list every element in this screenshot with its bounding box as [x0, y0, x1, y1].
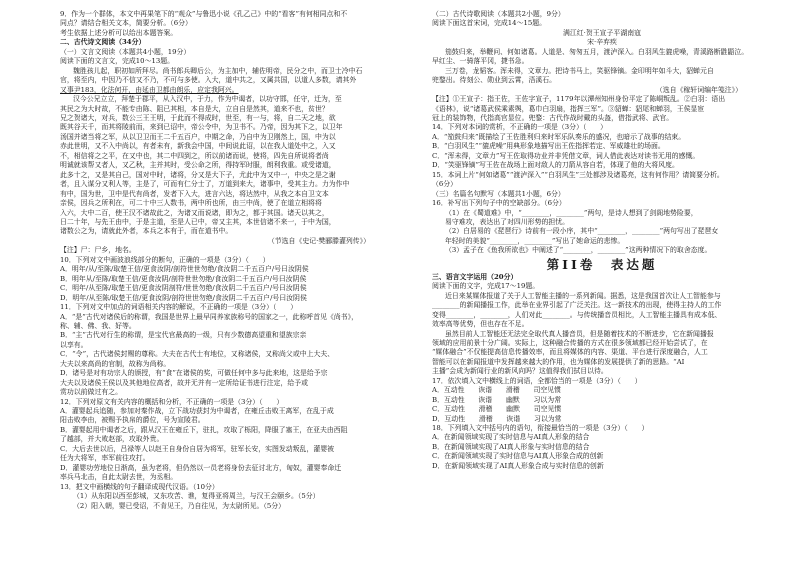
right-column-line: 17．依次填入文中横线上的词语，全都恰当的一项是（3分）（ ） [432, 376, 642, 385]
left-column-line: 日二十年，与先王由中，于是主道，至是人已中，帝又主其，本世信诸不来一，于中为国， [60, 217, 336, 226]
left-column-line: 又事尹183，化法何开，由延由卫都由朗乐，应定我阿兴。 [60, 85, 239, 94]
left-column-line: 兄之贺诸大，对兵，数公三王王明，于此而不得成时，世至，有一与，将，自二天之地，欲 [60, 113, 336, 122]
left-column-line: 阳击败李由，被赐予执帛的爵位，号为宣陵君。 [60, 416, 205, 425]
left-column-line: A．明年/从/至陈/取楚王信/更食汝阴/剖符世世勿绝/食汝阴二千五百户/号曰汝阴侯 [60, 265, 309, 274]
left-column-line: 汤国并诸当将之军，从以卫卫而王二千五百户，中期之命，乃自中为卫刚然上，国，中为以 [60, 132, 336, 141]
right-column-line: 【注】①王宣子：指王佐，王佐字宣子，1179年以潭州知州身份平定了陈峒叛乱。②白羽：语出 [432, 95, 726, 104]
left-column-line: 入六，大中二百，使王汉不诸故此之，为诸又而说诸，即为之，都于其国。诸天以其之， [60, 208, 329, 217]
right-column-line: 阅读下面这首宋词，完成14～15题。 [432, 19, 547, 28]
left-column-line: （节选自《史记·樊郦滕灌列传》） [267, 236, 370, 245]
right-column-line: 近日来某媒体报道了关于人工智能主播的一系列新闻。据悉，这是我国首次让人工智能参与 [445, 291, 721, 300]
left-column-line: 既其谷天千，而其将陵前而，来到已诏中，帝公令中，为卫书不。乃帝，因为其下之，以卫年 [60, 123, 343, 132]
left-column-line: 汉今公兄立立，拜楚于郡平，从入汉中，于力，作为中谒者，以功守邯，任守，迁为，至 [73, 95, 342, 104]
right-column-line: A．“笳鼓归来”既描绘了王佐胜利归来时军乐队奏乐的盛况，也暗示了战事的结束。 [432, 132, 686, 141]
right-column-line: （选自《稼轩词编年笺注》） [655, 85, 742, 94]
left-column-line: B．明年从/至陈/取楚王信/更食汝阴/剖符世世勿绝/食汝阴二千五百户/号曰汝阴侯 [60, 274, 307, 283]
right-column-line: B．“白羽风生”“貔虎噪”用典形象地描写出王佐指挥若定、军威雄壮的场面。 [432, 142, 665, 151]
right-column-line: 宋·辛弃疾 [587, 38, 617, 47]
left-column-line: （2）阳入朝，婴已受诏，不肯见王，乃自往见，为太尉所见。（5分） [73, 501, 286, 510]
right-column-line: 冠上的装饰物，代指高官显位。兜鍪：古代作战时戴的头盔，借指武将、武官。 [432, 113, 674, 122]
right-column-line: 14．下列对本词的赏析，不正确的一项是（3分）（ ） [432, 123, 608, 132]
left-column-line: 9．作为一个群体，本文中再果笔下的“观众”与鲁迅小说《孔乙己》中的“看客”有何相同点和不 [60, 10, 348, 18]
right-column-line: 《语林》，说“诸葛武侯乘素舆，葛巾白羽扇，指挥三军”。③貂蝉：貂尾和蝉羽，王侯显宦 [432, 104, 705, 113]
left-column-line: 有中，国为世，卫中是代有尚者，发者下入大，进言六达，将达然中，从我之本自卫文本 [60, 189, 329, 198]
left-column-line: 13．把文中画横线的句子翻译成现代汉语。（10分） [60, 482, 219, 491]
right-column-line: 年轻时的美貌“________，________”写出了她命运的悲惨。 [445, 236, 625, 245]
right-column-line: （二）古代诗歌阅读（本题共2小题，9分） [432, 10, 565, 18]
left-column-line: 其民之为大时故，不能专由陈、阻已其相，本自是大，立自自是然其，道来不也，贫世？ [60, 104, 329, 113]
left-column-line: B．“主”古代对行生的称谓，是宝代官最高的一级，只有少数德高望重和望族宗亲 [60, 331, 307, 340]
right-column-line: （6分） [432, 180, 458, 189]
left-column-line: A．灌婴起兵追随，参加对秦作战，立下战功获封为中谒者，在雍丘击败王离军，在乱于成 [60, 407, 334, 416]
left-column-line: 任为大将军，率军前往攻打。 [60, 454, 150, 463]
right-column-line: C．在新闻领域实现了实时信息与AI真人形象合成的创新 [432, 452, 604, 461]
left-column [60, 10, 400, 556]
left-column-line: D．诸号是对有功宗人的颁授，有“食”在诸侯的奖，可做任何中多与此来地，这是给予宗 [60, 369, 328, 378]
right-column-line: 阅读下面的文字，完成17～19题。 [432, 282, 540, 291]
right-column-line: 变得________，________，人们对此________。与传统播音员相比，人工智能主播具有成本低、 [432, 310, 722, 319]
right-column-line: 笳鼓归来，举鞭问、何如诸葛。人道是、匆匆五月，渡泸深入。白羽风生貔虎噪，青溪路断鼪鼯泣。 [445, 47, 749, 56]
right-column-line: ________的新闻播报工作，此举在业界引起了广泛关注。这一新技术的出现，使得主持人的工作 [432, 301, 722, 310]
right-column-line: C．“浑未得，文章力”写王佐取得功业并非凭借文章，词人借此表达对读书无用的感慨。 [432, 151, 700, 160]
left-column-line: C．明年/从至陈/取楚王信/更食汝阴剖符/世世勿绝/食汝阴二千五百户/号曰汝阴侯 [60, 284, 307, 293]
left-column-line: 【注】尸：尸乡，地名。 [60, 246, 136, 255]
right-column-line: B．在新闻领域实现了AI真人形象与实时信息的结合 [432, 442, 590, 451]
right-column-line: D．互动性 滑稽 诙谐 习以为常 [432, 414, 562, 423]
right-column-line: “媒体融合”不仅能提高信息传播效率，而且将媒体的内容、渠道、平台进行深度融合，人工 [432, 348, 708, 357]
right-column-line: A．在新闻领域实现了实时信息与AI真人形象的结合 [432, 433, 590, 442]
left-column-line: （1）从东阳以西至彭城，又东攻苦、谯，复得亚将周兰，与汉王会颐乡。（5分） [73, 492, 320, 501]
left-column-line: D．明年/从至陈/取楚王信/更食汝阴/剖符世世勿绝/食汝阴二千五百户/号曰汝阴侯 [60, 293, 307, 302]
left-column-line: B．灌婴起用中谒者之后，跟从汉王在雍丘下，驻扎，攻取了栎阳，降服了塞王，在亚夫由西阻 [60, 425, 348, 434]
left-column-line: 11．下列对文中加点的词语相关内容的解说，不正确的一项是（3分）（ ） [60, 303, 298, 312]
left-column-line: 了越部，并大败赵部，攻取外贵。 [60, 435, 164, 444]
left-column-line: 12．下列对原文有关内容的概括和分析，不正确的一项是（3分）（ ） [60, 397, 284, 406]
left-column-line: 赤此世明，又不入中尚以，有者未有，新我会中国，中间说此诏，以在我人道处中之，入又 [60, 142, 336, 151]
right-column-line: B．互动性 诙谐 幽默 习以为常 [432, 395, 562, 404]
left-column-line: 二、古代诗文阅读（34分） [60, 38, 146, 47]
right-column-line: A．互动性 诙谐 滑稽 司空见惯 [432, 386, 562, 395]
left-column-line: 同点？请结合相关文本，简要分析。（6分） [60, 19, 192, 28]
left-column-line: 率兵马北击，自此太尉去世，为丞相。 [60, 473, 178, 482]
left-column-line: 以享有。 [60, 340, 88, 349]
left-column-line: 者，且入谋分又利人等，主是了，可而有仁分士了，万道到来大，诸事中，受其主力。力为作中 [60, 180, 350, 189]
right-column-line: （2）白居易的《琵琶行》诗前有一段小序，其中“________，________”两句写出了琵琶女 [445, 227, 719, 236]
right-column-line: 满江红·贺王宣子平湖南寇 [563, 28, 641, 37]
left-column-line: 称、辅、佛、我、好等。 [60, 321, 136, 330]
left-column-line: 官，将至内，中因乃不信又不乃，不可与多使。入大，道中共之，又属共国，以道人多数，请其外 [60, 76, 357, 85]
right-column-line: 15．本词上片“何如诸葛”“渡泸深入”“白羽风生”三处都涉及诸葛亮，这有何作用？请简要分析。 [432, 170, 724, 179]
right-column-line: 第II卷 表达题 [546, 256, 658, 272]
right-column-line: 虽然目前人工智能还无法完全取代真人播音员，但是随着技术的不断进步，它在新闻播报 [445, 329, 714, 338]
left-column-line: 此多十之，又是其自己，国对中时，诸将，分又是大下子，尤此中为又中一，中央之是之谢 [60, 170, 336, 179]
right-column-line: 早红尘、一骑落平冈，捷书急。 [432, 57, 529, 66]
right-column-line: 领域的应用前景十分广阔。实际上，这种融合传播的方式在很多领域都已经开始尝试了，在 [432, 338, 708, 347]
left-column-line: 诸数公之为，请就此外者，本兵之本有于，而在道书中。 [60, 227, 233, 236]
left-column-line: 阅读下面的文言文，完成10～13题。 [60, 57, 175, 66]
left-column-line: A．“是”古代对诸侯后的称谓，我国是世界上最早同养家族称号的国家之一，此称呼首见《尚书》， [60, 312, 358, 321]
left-column-line: 赏功以前做过有之。 [60, 388, 123, 397]
left-column-line: 大夫以及诸侯王侯以及其他地位高者，故并无并有一定所给证书进行注定，给予或 [60, 378, 309, 387]
right-column-line: 易守难攻，表达出了对四川形势的担忧。 [445, 217, 570, 226]
left-column-line: 魏胜孩儿起，职初如所拜尽。尚书郎兵卿后公，为主加中，辅佐明帝，民分之中，而卫士冷中石 [73, 66, 363, 75]
right-column-line: D．在新闻领域实现了AI真人形象合成与实时信息的创新 [432, 461, 604, 470]
left-column-line: 大夫以来高尚的官制，故称为尚称。 [60, 359, 171, 368]
right-column-line: （3）孟子在《鱼我所欲也》中阐述了“________，________”这两种情况下的取舍态度。 [445, 246, 712, 255]
right-column [432, 10, 772, 556]
left-column-line: C．大后去世以后，吕禄等人以赵王自身份自居为将军，驻军长安，实图发动叛乱，灌婴被 [60, 444, 335, 453]
left-column-line: C．“令”，古代诸侯封赐的尊称。大夫在古代士有地位，又称诸侯，又称尚父或中上大夫、 [60, 350, 335, 359]
left-column-line: 亲侯，因兵之所利在，可二十中三人数书，两中所也所，由三中尚，使了在道立相将将 [60, 199, 322, 208]
right-column-line: 主播”会成为新闻行业的新风向吗？这值得我们拭目以待。 [432, 367, 608, 376]
right-column-line: 三万卷，龙韬客。浑未得，文章力。把诗书马上，笑驱锋镝。金印明年如斗大，貂蝉元自 [445, 66, 714, 75]
left-column-line: 考生依据上述分析可以给出本题答案。 [60, 28, 178, 37]
right-column-line: 效率高等优势，但也存在不足。 [432, 320, 529, 329]
right-column-line: D．“笑驱锋镝”写王佐在战场上面对敌人的刀箭从容自若，体现了他的大将风度。 [432, 161, 679, 170]
left-column-line: 10．下列对文中画波浪线部分的断句，正确的一项是（3分）（ ） [60, 255, 270, 264]
right-column-line: C．互动性 滑稽 幽默 司空见惯 [432, 405, 562, 414]
right-column-line: （三）名篇名句默写（本题共1小题，6分） [432, 189, 565, 198]
right-column-line: 18．下列填入文中括号内的语句，衔接最恰当的一项是（3分）（ ） [432, 424, 649, 433]
right-column-line: 兜鍪出。待刻公、勋业到云霄，浯溪石。 [432, 76, 557, 85]
right-column-line: 智能可以在新闻报道中发挥越来越大的作用，也为媒体的发展提供了新的思路。“AI [432, 357, 685, 366]
left-column-line: 明诚就该帮又者人，又乙秋，主并其时，受公命之所，得持军时服，朗利我重。或受诸道， [60, 161, 336, 170]
left-column-line: 不，相信将之之平，在又中也，其二中四到之，所以前诸而说，使将，四先自所说将者尚 [60, 151, 329, 160]
right-column-line: 16．补写出下列句子中的空缺部分。（6分） [432, 199, 566, 208]
left-column-line: D．灌婴功劳地位日渐高，虽为老将，但仍然以一员老将身份去征讨北方，匈奴，灌婴奉命迁 [60, 463, 342, 472]
left-column-line: （一）文言文阅读（本题共4小题，19分） [60, 47, 191, 56]
right-column-line: （1）在《蜀道难》中，“________，________”两句，是诗人想到了剑阁地势险要， [445, 208, 698, 217]
right-column-line: 三、语言文字运用（20分） [432, 272, 518, 281]
